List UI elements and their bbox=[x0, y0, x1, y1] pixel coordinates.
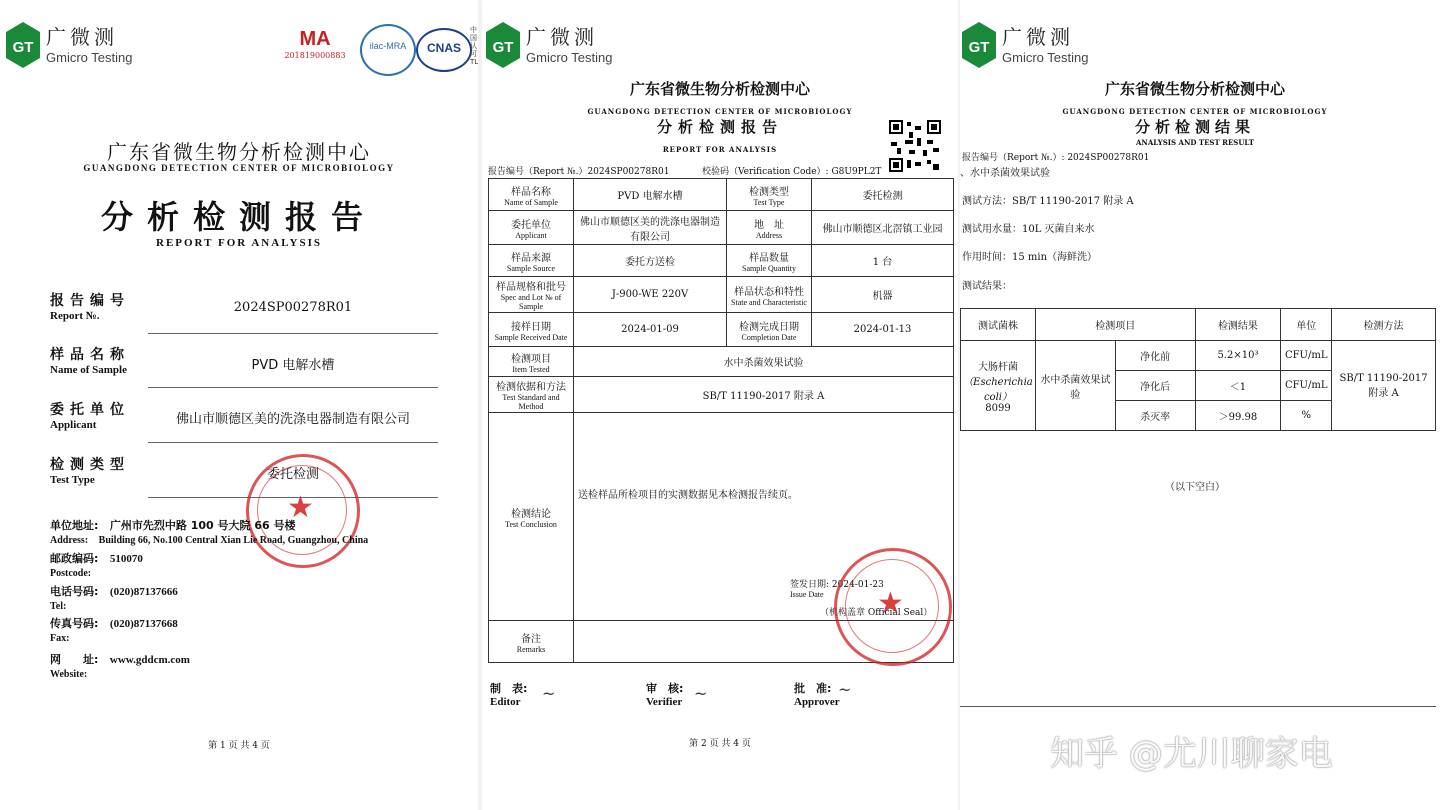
divider bbox=[148, 442, 438, 443]
editor-signature: ~ bbox=[542, 684, 556, 703]
seal-note: （机构盖章 Official Seal） bbox=[820, 608, 933, 618]
cma-icon: MA bbox=[299, 28, 331, 50]
org-name-en: GUANGDONG DETECTION CENTER OF MICROBIOLOGY bbox=[1062, 107, 1328, 116]
value-test-type: 委托检测 bbox=[812, 179, 954, 211]
value-quantity: 1 台 bbox=[812, 245, 954, 277]
tel-row bbox=[50, 583, 178, 612]
org-name-en: GUANGDONG DETECTION CENTER OF MICROBIOLOGY bbox=[83, 163, 395, 173]
header-unit: 单位 bbox=[1281, 309, 1332, 341]
report-number: 报告编号（Report №.）: 2024SP00278R01 bbox=[962, 153, 1150, 163]
row-unit: % bbox=[1281, 401, 1332, 431]
result-title-en: ANALYSIS AND TEST RESULT bbox=[1135, 138, 1254, 147]
svg-text:GT: GT bbox=[492, 39, 514, 56]
editor-block bbox=[490, 680, 527, 708]
value-spec: J-900-WE 220V bbox=[574, 277, 727, 313]
report-title-cn: 分析检测报告 bbox=[656, 118, 783, 136]
test-method: 测试方法：SB/T 11190-2017 附录 A bbox=[962, 196, 1134, 207]
web-en: Website: bbox=[50, 669, 88, 680]
field-value-sample-name: PVD 电解水槽 bbox=[251, 358, 335, 373]
header-strain: 测试菌株 bbox=[961, 309, 1036, 341]
row-label: 杀灭率 bbox=[1115, 401, 1195, 431]
org-name-cn: 广东省微生物分析检测中心 bbox=[629, 80, 810, 98]
cma-mark bbox=[284, 28, 346, 60]
postcode-en: Postcode: bbox=[50, 568, 92, 579]
address-en: Building 66, No.100 Central Xian Lie Road, Guangzhou, China bbox=[98, 535, 369, 546]
page-number: 第 1 页 共 4 页 bbox=[208, 741, 270, 751]
value-sample-name: PVD 电解水槽 bbox=[574, 179, 727, 211]
test-result-label: 测试结果： bbox=[962, 281, 1012, 292]
row-value: ＜1 bbox=[1195, 371, 1281, 401]
postcode-row bbox=[50, 550, 143, 579]
address-row bbox=[50, 517, 368, 546]
address-cn-label: 单位地址: bbox=[50, 519, 99, 532]
ilac-mra-icon bbox=[360, 24, 416, 76]
test-time: 作用时间：15 min（海鲜洗） bbox=[962, 252, 1098, 263]
verifier-label: 审 核: bbox=[646, 682, 684, 695]
fax-row bbox=[50, 615, 178, 644]
verifier-signature: ~ bbox=[694, 684, 708, 703]
label-conclusion: 检测结论 Test Conclusion bbox=[489, 413, 574, 621]
issue-date-value: 2024-01-23 bbox=[831, 580, 884, 590]
svg-text:GT: GT bbox=[968, 39, 990, 56]
row-unit: CFU/mL bbox=[1281, 341, 1332, 371]
label-completed: 检测完成日期 Completion Date bbox=[727, 313, 812, 347]
row-label: 净化前 bbox=[1115, 341, 1195, 371]
value-applicant: 佛山市顺德区美的洗涤电器制造有限公司 bbox=[574, 211, 727, 245]
field-value-test-type: 委托检测 bbox=[266, 467, 319, 482]
report-title-en: REPORT FOR ANALYSIS bbox=[662, 145, 778, 154]
divider bbox=[960, 706, 1436, 707]
field-label-cn: 检测类型 bbox=[50, 457, 130, 473]
watermark-text: 知乎 @尤川聊家电 bbox=[1050, 734, 1333, 774]
strain-latin-1: （Escherichia bbox=[963, 376, 1033, 388]
report-title-en: REPORT FOR ANALYSIS bbox=[156, 237, 322, 249]
logo-en: Gmicro Testing bbox=[1002, 49, 1089, 65]
row-unit: CFU/mL bbox=[1281, 371, 1332, 401]
field-label-en: Applicant bbox=[50, 419, 97, 431]
value-state: 机器 bbox=[812, 277, 954, 313]
svg-text:GT: GT bbox=[12, 39, 34, 56]
report-number: 报告编号（Report №.）2024SP00278R01 bbox=[488, 167, 670, 177]
row-value: ＞99.98 bbox=[1195, 401, 1281, 431]
report-cover-page bbox=[0, 0, 478, 810]
value-address: 佛山市顺德区北滘镇工业园 bbox=[812, 211, 954, 245]
official-seal bbox=[831, 548, 952, 666]
address-en-label: Address: bbox=[50, 535, 89, 546]
fax-value: (020)87137668 bbox=[109, 618, 178, 630]
web-value: www.gddcm.com bbox=[109, 654, 190, 666]
cnas-icon bbox=[416, 28, 472, 72]
tel-label: 电话号码: bbox=[50, 585, 99, 598]
logo-en: Gmicro Testing bbox=[526, 49, 613, 65]
field-label-en: Report №. bbox=[50, 310, 100, 322]
report-summary-page bbox=[482, 0, 958, 810]
header-method: 检测方法 bbox=[1332, 309, 1436, 341]
org-name-cn: 广东省微生物分析检测中心 bbox=[107, 140, 371, 164]
postcode-value: 510070 bbox=[109, 553, 143, 565]
cma-number: 201819000883 bbox=[284, 51, 346, 60]
logo-en: Gmicro Testing bbox=[46, 49, 133, 65]
approver-en: Approver bbox=[794, 696, 840, 708]
gmicro-logo-icon bbox=[962, 22, 996, 68]
gmicro-logo-icon bbox=[486, 22, 520, 68]
value-conclusion: 送检样品所检项目的实测数据见本检测报告续页。 bbox=[578, 490, 798, 501]
org-name-en: GUANGDONG DETECTION CENTER OF MICROBIOLOGY bbox=[587, 107, 853, 116]
gmicro-logo bbox=[486, 22, 612, 68]
issue-date-en: Issue Date bbox=[790, 590, 824, 599]
label-standard: 检测依据和方法 Test Standard and Method bbox=[489, 377, 574, 413]
divider bbox=[148, 333, 438, 334]
cnas-label: CNAS bbox=[426, 41, 461, 55]
seal-star-icon: ★ bbox=[877, 586, 904, 621]
ilac-label: ilac-MRA bbox=[369, 41, 407, 51]
result-table bbox=[960, 308, 1436, 431]
approver-signature: ~ bbox=[838, 680, 852, 699]
field-report-no bbox=[50, 290, 130, 322]
cnas-side-text: 中国认可 TL bbox=[470, 26, 478, 66]
logo-cn: 广微测 bbox=[1002, 24, 1074, 49]
gmicro-logo bbox=[6, 22, 132, 68]
label-item: 检测项目 Item Tested bbox=[489, 347, 574, 377]
test-result-page bbox=[960, 0, 1440, 810]
label-test-type: 检测类型 Test Type bbox=[727, 179, 812, 211]
field-value-report-no: 2024SP00278R01 bbox=[233, 300, 353, 315]
result-title-cn: 分析检测结果 bbox=[1134, 118, 1255, 136]
field-label-en: Test Type bbox=[50, 474, 95, 486]
label-state: 样品状态和特性 State and Characteristic bbox=[727, 277, 812, 313]
value-standard: SB/T 11190-2017 附录 A bbox=[574, 377, 954, 413]
value-source: 委托方送检 bbox=[574, 245, 727, 277]
field-test-type bbox=[50, 454, 130, 486]
tel-value: (020)87137666 bbox=[109, 586, 178, 598]
test-water: 测试用水量：10L 灭菌自来水 bbox=[962, 224, 1095, 235]
row-label: 净化后 bbox=[1115, 371, 1195, 401]
field-label-cn: 样品名称 bbox=[50, 347, 130, 363]
logo-cn: 广微测 bbox=[526, 24, 598, 49]
official-seal bbox=[246, 454, 360, 568]
field-sample-name bbox=[50, 344, 130, 376]
field-label-cn: 委托单位 bbox=[50, 402, 130, 418]
label-applicant: 委托单位 Applicant bbox=[489, 211, 574, 245]
label-remarks: 备注 Remarks bbox=[489, 621, 574, 663]
field-value-applicant: 佛山市顺德区美的洗涤电器制造有限公司 bbox=[175, 412, 410, 427]
gmicro-logo bbox=[962, 22, 1088, 68]
report-title-cn: 分析检测报告 bbox=[100, 198, 377, 236]
approver-block bbox=[794, 680, 840, 708]
strain-name: 大肠杆菌 bbox=[977, 361, 1018, 373]
strain-latin-2: coli） bbox=[983, 391, 1012, 403]
web-row bbox=[50, 651, 190, 680]
value-received: 2024-01-09 bbox=[574, 313, 727, 347]
row-value: 5.2×10³ bbox=[1195, 341, 1281, 371]
tel-en: Tel: bbox=[50, 601, 67, 612]
editor-en: Editor bbox=[490, 696, 521, 708]
qr-code-icon bbox=[887, 118, 943, 174]
section-title: 、水中杀菌效果试验 bbox=[960, 168, 1050, 179]
item-cell: 水中杀菌效果试验 bbox=[1035, 341, 1115, 431]
label-address: 地 址 Address bbox=[727, 211, 812, 245]
header-item: 检测项目 bbox=[1035, 309, 1195, 341]
fax-label: 传真号码: bbox=[50, 617, 99, 630]
strain-cell bbox=[961, 341, 1036, 431]
label-spec: 样品规格和批号 Spec and Lot № of Sample bbox=[489, 277, 574, 313]
seal-star-icon: ★ bbox=[287, 490, 314, 525]
divider bbox=[148, 387, 438, 388]
field-label-en: Name of Sample bbox=[50, 364, 127, 376]
label-source: 样品来源 Sample Source bbox=[489, 245, 574, 277]
editor-label: 制 表: bbox=[490, 682, 528, 695]
verifier-block bbox=[646, 680, 683, 708]
blank-note: （以下空白） bbox=[1165, 482, 1225, 493]
org-name-cn: 广东省微生物分析检测中心 bbox=[1104, 80, 1285, 98]
postcode-label: 邮政编码: bbox=[50, 552, 99, 565]
verifier-en: Verifier bbox=[646, 696, 683, 708]
strain-code: 8099 bbox=[985, 402, 1011, 414]
web-label: 网 址: bbox=[50, 653, 99, 666]
method-cell: SB/T 11190-2017 附录 A bbox=[1332, 341, 1436, 431]
header-result: 检测结果 bbox=[1195, 309, 1281, 341]
fax-en: Fax: bbox=[50, 633, 70, 644]
page-number: 第 2 页 共 4 页 bbox=[689, 739, 751, 749]
value-completed: 2024-01-13 bbox=[812, 313, 954, 347]
verification-code: 校验码（Verification Code）: G8U9PL2T bbox=[702, 167, 882, 177]
value-item: 水中杀菌效果试验 bbox=[574, 347, 954, 377]
address-cn: 广州市先烈中路 100 号大院 66 号楼 bbox=[109, 519, 296, 532]
field-label-cn: 报告编号 bbox=[50, 293, 130, 309]
gmicro-logo-icon bbox=[6, 22, 40, 68]
label-quantity: 样品数量 Sample Quantity bbox=[727, 245, 812, 277]
field-applicant bbox=[50, 399, 130, 431]
label-received: 接样日期 Sample Received Date bbox=[489, 313, 574, 347]
issue-date-label: 签发日期: bbox=[790, 580, 830, 590]
label-sample-name: 样品名称 Name of Sample bbox=[489, 179, 574, 211]
logo-cn: 广微测 bbox=[46, 24, 118, 49]
approver-label: 批 准: bbox=[794, 682, 832, 695]
